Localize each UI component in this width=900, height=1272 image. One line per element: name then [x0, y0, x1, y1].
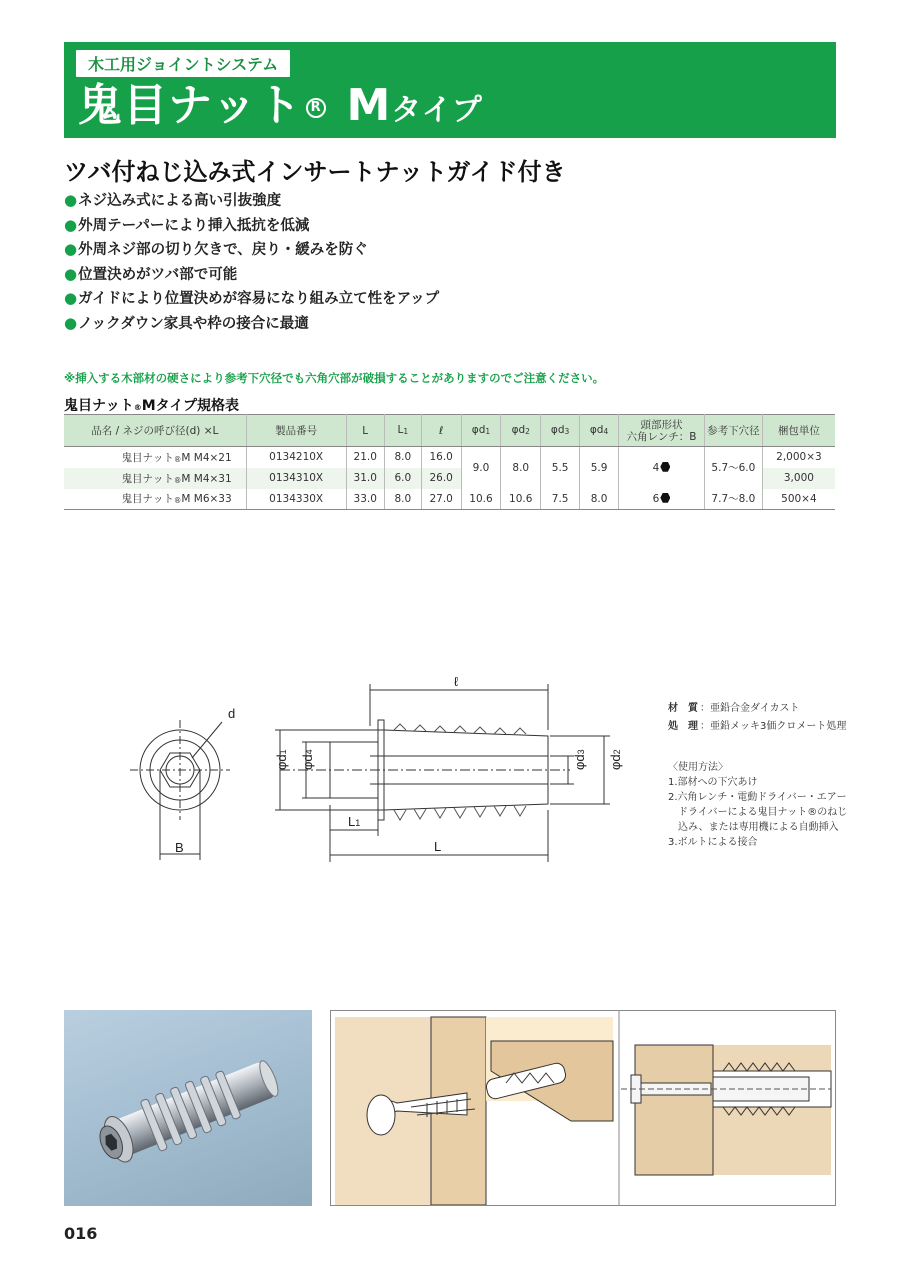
label-d: d [228, 706, 236, 721]
table-header-row [64, 415, 835, 447]
feature-item: ●外周ネジ部の切り欠きで、戻り・緩みを防ぐ [64, 240, 368, 258]
bullet-icon: ● [64, 191, 78, 209]
usage-step: 2.六角レンチ・電動ドライバー・エアー [668, 792, 847, 803]
product-photo [64, 1010, 312, 1206]
feature-item: ●外周テーパーにより挿入抵抗を低減 [64, 215, 310, 234]
finish-row: 処 理 ：亜鉛メッキ3価クロメート処理 [668, 721, 847, 732]
material-row: 材 質 ：亜鉛合金ダイカスト [668, 703, 800, 714]
col-L1: L1 [384, 415, 421, 447]
col-head-shape: 頭部形状 六角レンチ：B [619, 415, 705, 447]
usage-instructions [668, 760, 847, 850]
row-L: 21.0 [346, 447, 384, 468]
row-ell: 16.0 [421, 447, 461, 468]
feature-item: ●位置決めがツバ部で可能 [64, 264, 238, 283]
row-code: 0134330X [246, 489, 346, 510]
row-d2: 10.6 [501, 489, 541, 510]
row-name: 鬼目ナット®M M4×31 [64, 468, 246, 489]
label-phi-d2: φd2 [608, 749, 623, 770]
row-ell: 26.0 [421, 468, 461, 489]
category-label: 木工用ジョイントシステム [76, 50, 290, 77]
row-L1: 6.0 [384, 468, 421, 489]
registered-mark-icon: R [306, 98, 326, 118]
row-pack: 500×4 [762, 489, 835, 510]
label-ell: ℓ [454, 674, 459, 689]
row-code: 0134210X [246, 447, 346, 468]
table-row [64, 447, 835, 468]
usage-step: 1.部材への下穴あけ [668, 777, 758, 788]
spec-table [64, 414, 835, 510]
col-name: 品名 / ネジの呼び径(d) ×L [64, 415, 246, 447]
row-ell: 27.0 [421, 489, 461, 510]
row-head: 6 [619, 489, 705, 510]
hexagon-icon [660, 493, 670, 503]
page-title [78, 78, 483, 139]
assembly-diagram [331, 1011, 835, 1205]
merged-head: 4 [619, 447, 705, 489]
bullet-icon: ● [64, 289, 78, 307]
row-L1: 8.0 [384, 489, 421, 510]
col-code: 製品番号 [246, 415, 346, 447]
merged-d2: 8.0 [501, 447, 541, 489]
merged-d3: 5.5 [541, 447, 580, 489]
caution-note: ※挿入する木部材の硬さにより参考下穴径でも六角穴部が破損することがありますのでご注意ください。 [64, 371, 605, 385]
bullet-icon: ● [64, 240, 78, 258]
bullet-icon: ● [64, 264, 78, 283]
col-ell: ℓ [421, 415, 461, 447]
feature-item: ●ノックダウン家具や枠の接合に最適 [64, 313, 309, 332]
feature-item: ●ガイドにより位置決めが容易になり組み立て性をアップ [64, 289, 440, 307]
assembly-illustration [330, 1010, 836, 1206]
table-title: 鬼目ナット®Mタイプ規格表 [64, 398, 239, 414]
usage-step: ドライバーによる鬼目ナット®のねじ [668, 807, 848, 818]
row-d1: 10.6 [461, 489, 501, 510]
row-code: 0134310X [246, 468, 346, 489]
bullet-icon: ● [64, 313, 78, 332]
col-d1: φd1 [461, 415, 501, 447]
row-pack: 3,000 [783, 472, 814, 484]
col-L: L [346, 415, 384, 447]
row-d3: 7.5 [541, 489, 580, 510]
col-d4: φd4 [580, 415, 619, 447]
label-phi-d3: φd3 [572, 749, 587, 770]
label-L: L [434, 839, 442, 854]
row-L: 33.0 [346, 489, 384, 510]
title-m: M [346, 80, 392, 131]
usage-step: 込み、または専用機による自動挿入 [668, 822, 839, 833]
label-B: B [175, 840, 184, 855]
title-type: タイプ [391, 93, 483, 128]
col-pilot-hole: 参考下穴径 [704, 415, 762, 447]
row-hole: 7.7～8.0 [704, 489, 762, 510]
merged-d1: 9.0 [461, 447, 501, 489]
table-row [64, 489, 835, 510]
usage-title: 〈使用方法〉 [668, 762, 728, 773]
label-phi-d1: φd1 [274, 749, 289, 770]
page-number: 016 [64, 1224, 98, 1243]
insert-nut-image [64, 1010, 312, 1206]
spec-info [668, 700, 846, 736]
title-main: 鬼目ナット [78, 80, 303, 131]
row-pack: 2,000×3 [776, 451, 822, 464]
merged-d4: 5.9 [580, 447, 619, 489]
product-subtitle: ツバ付ねじ込み式インサートナットガイド付き [64, 158, 566, 186]
col-d3: φd3 [541, 415, 580, 447]
label-L1: L1 [348, 814, 361, 829]
feature-item: ●ネジ込み式による高い引抜強度 [64, 191, 282, 209]
hexagon-icon [660, 462, 670, 472]
title-banner [64, 42, 836, 138]
bullet-icon: ● [64, 215, 78, 234]
col-pack: 梱包単位 [762, 415, 835, 447]
feature-list [64, 188, 439, 335]
row-d4: 8.0 [580, 489, 619, 510]
technical-drawing [130, 670, 650, 870]
merged-hole: 5.7～6.0 [704, 447, 762, 489]
row-L1: 8.0 [384, 447, 421, 468]
row-name: 鬼目ナット®M M4×21 [64, 447, 246, 468]
col-d2: φd2 [501, 415, 541, 447]
usage-step: 3.ボルトによる接合 [668, 837, 758, 848]
label-phi-d4: φd4 [300, 749, 315, 770]
row-L: 31.0 [346, 468, 384, 489]
row-name: 鬼目ナット®M M6×33 [64, 489, 246, 510]
